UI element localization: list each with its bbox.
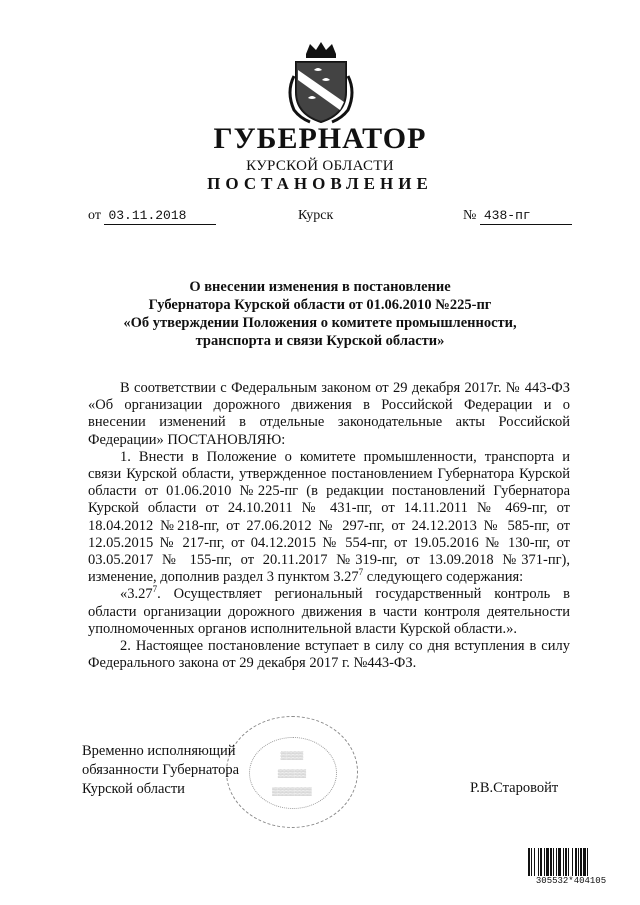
clause-superscript: 7 [152, 584, 158, 595]
paragraph-preamble: В соответствии с Федеральным законом от 29 декабря 2017г. № 443-ФЗ «Об организации дорожного движения в Российской Федерации и о внесении изменений в отдельные законодательные акты Российской Федерации» ПОСТАНОВЛЯЮ: [88, 380, 570, 448]
barcode-number: 305532*404105 [535, 876, 607, 886]
signatory-line-3: Курской области [82, 781, 185, 797]
clause-number: «3.27 [120, 586, 153, 603]
number-prefix: № [463, 208, 477, 223]
signatory-line-1: Временно исполняющий [82, 743, 236, 759]
heading-line-3: «Об утверждении Положения о комитете промышленности, [123, 315, 517, 331]
signatory-line-2: обязанности Губернатора [82, 762, 240, 778]
document-body [88, 380, 570, 672]
paragraph-item-1 [88, 449, 570, 587]
issuer-title: ГУБЕРНАТОР [213, 122, 427, 155]
stamp-icon: ▒▒▒▒ ▒▒▒▒▒ ▒▒▒▒▒▒▒ [226, 716, 358, 828]
heading-line-1: О внесении изменения в постановление [189, 279, 451, 295]
item-1-text: 1. Внести в Положение о комитете промышленности, транспорта и связи Курской области, утвержденное постановлением Губернатора Курской области от 01.06.2010 №225-пг (в редакции постановлений Губернатора Курской области от 24.10.2011 № 431-пг, от 14.11.2011 № 469-пг, от 18.04.2012 №218-пг, от 27.06.2012 № 297-пг, от 24.12.2013 № 585-пг, от 12.05.2015 № 217-пг, от 04.12.2015 № 554-пг, от 19.05.2016 № 130-пг, от 03.05.2017 № 155-пг, от 20.11.2017 №319-пг, от 13.09.2018 №371-пг), изменение, дополнив раздел 3 пунктом 3.27 [88, 448, 570, 586]
coat-of-arms-icon [286, 40, 356, 126]
document-date [88, 208, 216, 225]
paragraph-item-2: 2. Настоящее постановление вступает в силу со дня вступления в силу Федерального закона от 29 декабря 2017 г. №443-ФЗ. [88, 638, 570, 672]
signatory-position [82, 742, 239, 799]
issuer-region: КУРСКОЙ ОБЛАСТИ [246, 158, 394, 174]
document-type: ПОСТАНОВЛЕНИЕ [207, 174, 433, 193]
heading-line-2: Губернатора Курской области от 01.06.2010 №225-пг [148, 297, 492, 313]
date-value: 03.11.2018 [104, 208, 216, 225]
document-city: Курск [298, 208, 334, 223]
date-prefix: от [88, 208, 101, 223]
heading-line-4: транспорта и связи Курской области» [195, 333, 445, 349]
document-heading [90, 278, 550, 350]
document-number [463, 208, 572, 225]
item-1-text-end: следующего содержания: [363, 569, 524, 586]
item-1-superscript: 7 [358, 567, 364, 578]
signatory-name: Р.В.Старовойт [470, 780, 559, 796]
clause-text: . Осуществляет региональный государственный контроль в области организации дорожного движения в части контроля деятельности уполномоченных органов исполнительной власти Курской области.». [88, 586, 570, 637]
barcode-icon [528, 848, 612, 876]
paragraph-new-clause [88, 586, 570, 638]
number-value: 438-пг [480, 208, 572, 225]
